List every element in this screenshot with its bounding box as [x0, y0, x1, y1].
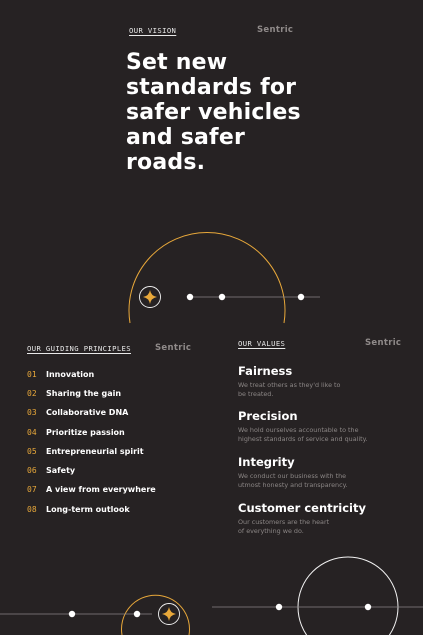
list-item: [27, 428, 125, 437]
principle-label: Innovation: [46, 370, 95, 379]
timeline-dot: [219, 294, 225, 300]
value-title: Integrity: [238, 455, 295, 469]
timeline-dot: [187, 294, 193, 300]
orbit-arc-top: [129, 233, 285, 323]
value-description: We hold ourselves accountable to the highest standards of service and quality.: [238, 426, 368, 443]
value-title: Customer centricity: [238, 501, 366, 515]
principle-label: Entrepreneurial spirit: [46, 447, 144, 456]
timeline-dot: [298, 294, 304, 300]
value-title: Precision: [238, 409, 298, 423]
principles-eyebrow: OUR GUIDING PRINCIPLES: [27, 344, 131, 353]
principle-label: A view from everywhere: [46, 485, 156, 494]
principle-label: Safety: [46, 466, 76, 475]
principle-number: 06: [27, 466, 37, 475]
principle-number: 05: [27, 447, 37, 456]
timeline-dot: [69, 611, 75, 617]
list-item: [27, 408, 128, 417]
principle-number: 08: [27, 505, 37, 514]
value-description: We treat others as they'd like to be treated.: [238, 381, 341, 398]
value-description: We conduct our business with the utmost honesty and transparency.: [238, 472, 348, 489]
hero-title: Set new standards for safer vehicles and safer roads.: [126, 50, 301, 175]
principle-label: Prioritize passion: [46, 428, 125, 437]
list-item: [27, 370, 94, 379]
principle-label: Collaborative DNA: [46, 408, 129, 417]
principle-number: 01: [27, 370, 37, 379]
list-item: [27, 447, 144, 456]
brand-logo[interactable]: Sentric: [155, 343, 192, 353]
list-item: [27, 505, 130, 514]
timeline-dot: [365, 604, 371, 610]
timeline-dot: [134, 611, 140, 617]
vision-eyebrow: OUR VISION: [129, 26, 177, 35]
list-item: [27, 485, 156, 494]
list-item: [27, 389, 121, 398]
value-description: Our customers are the heart of everything we do.: [238, 518, 330, 535]
orbit-circle-bottom-right: [298, 557, 398, 635]
brand-logo[interactable]: Sentric: [365, 338, 402, 348]
principle-label: Sharing the gain: [46, 389, 122, 398]
values-eyebrow: OUR VALUES: [238, 339, 286, 348]
principle-number: 03: [27, 408, 37, 417]
principle-number: 02: [27, 389, 37, 398]
principle-label: Long-term outlook: [46, 505, 130, 514]
brand-logo[interactable]: Sentric: [257, 25, 294, 35]
value-title: Fairness: [238, 364, 293, 378]
principle-number: 04: [27, 428, 37, 437]
principle-number: 07: [27, 485, 37, 494]
timeline-dot: [276, 604, 282, 610]
list-item: [27, 466, 75, 475]
